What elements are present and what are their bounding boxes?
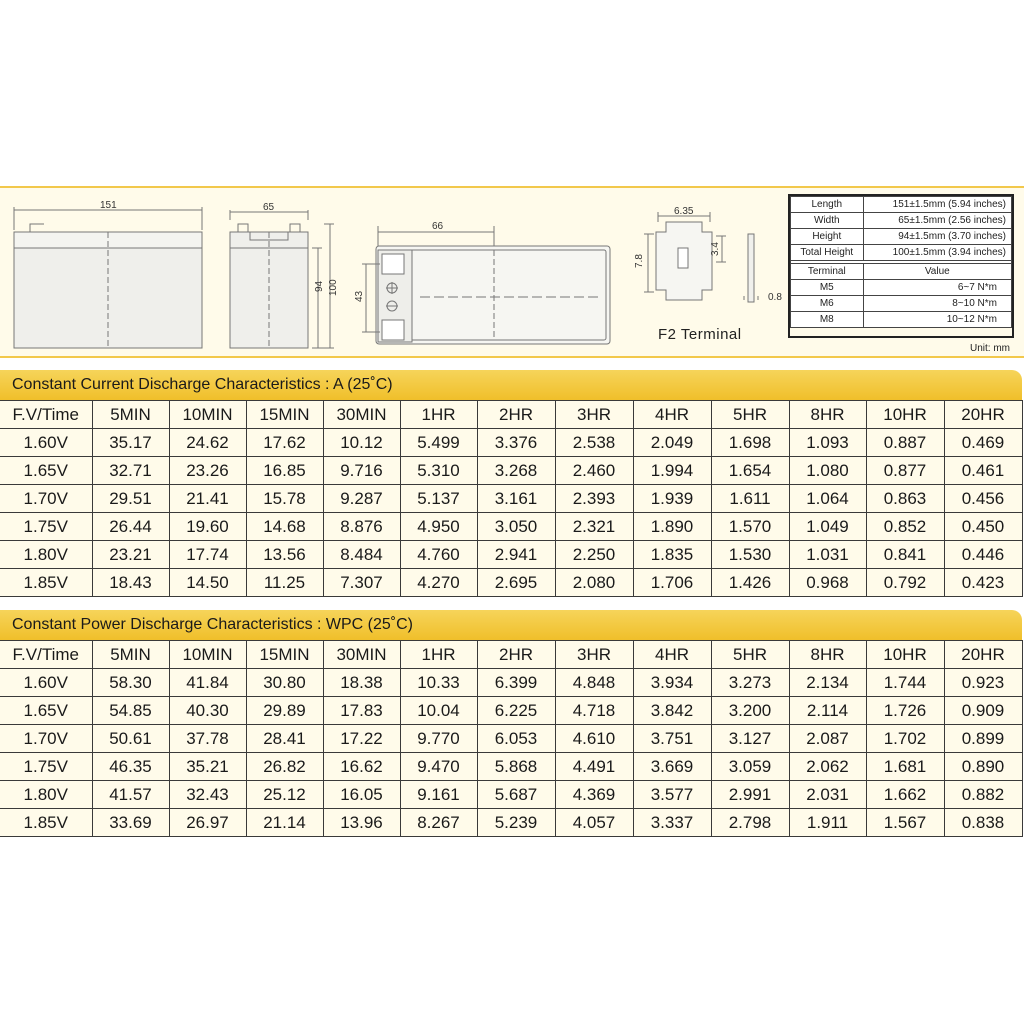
value-cell: 1.093 [789, 429, 866, 457]
value-cell: 2.538 [555, 429, 633, 457]
value-cell: 6.225 [477, 697, 555, 725]
final-voltage-cell: 1.85V [0, 569, 92, 597]
column-header: 3HR [555, 641, 633, 669]
column-header: 10HR [866, 401, 944, 429]
value-cell: 1.570 [711, 513, 789, 541]
value-cell: 0.909 [944, 697, 1022, 725]
spec-row-total-height [791, 245, 1012, 261]
final-voltage-cell: 1.60V [0, 669, 92, 697]
value-cell: 0.838 [944, 809, 1022, 837]
spec-row-length [791, 197, 1012, 213]
column-header: 5MIN [92, 401, 169, 429]
value-cell: 2.134 [789, 669, 866, 697]
value-cell: 2.393 [555, 485, 633, 513]
value-cell: 16.62 [323, 753, 400, 781]
value-cell: 2.695 [477, 569, 555, 597]
spec-row-height [791, 229, 1012, 245]
table-row [0, 569, 1022, 597]
dim-length: 151 [100, 200, 117, 211]
value-cell: 0.968 [789, 569, 866, 597]
value-cell: 10.04 [400, 697, 477, 725]
value-cell: 10.33 [400, 669, 477, 697]
value-cell: 5.687 [477, 781, 555, 809]
dim-height-total: 100 [328, 279, 339, 296]
value-cell: 33.69 [92, 809, 169, 837]
power-section-title: Constant Power Discharge Characteristics : WPC (25˚C) [12, 616, 414, 633]
current-discharge-table [0, 400, 1023, 597]
table-row [0, 809, 1022, 837]
final-voltage-cell: 1.75V [0, 753, 92, 781]
value-cell: 1.064 [789, 485, 866, 513]
value-cell: 0.461 [944, 457, 1022, 485]
value-cell: 4.270 [400, 569, 477, 597]
value-cell: 0.852 [866, 513, 944, 541]
value-cell: 3.059 [711, 753, 789, 781]
dim-top-length: 66 [432, 221, 444, 232]
value-cell: 26.82 [246, 753, 323, 781]
value-cell: 8.876 [323, 513, 400, 541]
final-voltage-cell: 1.80V [0, 541, 92, 569]
value-cell: 3.842 [633, 697, 711, 725]
column-header: 5HR [711, 401, 789, 429]
value-cell: 2.991 [711, 781, 789, 809]
value-cell: 35.17 [92, 429, 169, 457]
value-cell: 37.78 [169, 725, 246, 753]
column-header: 3HR [555, 401, 633, 429]
value-cell: 28.41 [246, 725, 323, 753]
value-cell: 16.05 [323, 781, 400, 809]
value-cell: 0.863 [866, 485, 944, 513]
column-header: 8HR [789, 401, 866, 429]
value-cell: 1.611 [711, 485, 789, 513]
value-cell: 16.85 [246, 457, 323, 485]
value-cell: 14.68 [246, 513, 323, 541]
value-cell: 32.43 [169, 781, 246, 809]
value-cell: 3.273 [711, 669, 789, 697]
column-header: 4HR [633, 401, 711, 429]
row-header-label: F.V/Time [0, 401, 92, 429]
value-cell: 0.923 [944, 669, 1022, 697]
value-cell: 21.41 [169, 485, 246, 513]
current-section-header [0, 370, 1022, 400]
value-cell: 1.939 [633, 485, 711, 513]
dim-terminal-thickness: 0.8 [768, 292, 782, 303]
value-cell: 11.25 [246, 569, 323, 597]
column-header: 10MIN [169, 641, 246, 669]
value-cell: 35.21 [169, 753, 246, 781]
value-cell: 54.85 [92, 697, 169, 725]
value-cell: 3.337 [633, 809, 711, 837]
value-cell: 2.250 [555, 541, 633, 569]
value-cell: 0.841 [866, 541, 944, 569]
table-row [0, 753, 1022, 781]
value-cell: 3.577 [633, 781, 711, 809]
value-cell: 14.50 [169, 569, 246, 597]
value-cell: 2.031 [789, 781, 866, 809]
value-cell: 1.890 [633, 513, 711, 541]
column-header: 2HR [477, 401, 555, 429]
value-cell: 21.14 [246, 809, 323, 837]
value-cell: 5.310 [400, 457, 477, 485]
torque-label: M8 [791, 312, 864, 328]
value-cell: 1.080 [789, 457, 866, 485]
value-cell: 1.530 [711, 541, 789, 569]
value-cell: 0.899 [944, 725, 1022, 753]
torque-value: 8~10 N*m [863, 296, 1011, 312]
value-cell: 13.96 [323, 809, 400, 837]
value-cell: 1.031 [789, 541, 866, 569]
value-cell: 24.62 [169, 429, 246, 457]
value-cell: 1.654 [711, 457, 789, 485]
column-header: 20HR [944, 641, 1022, 669]
value-cell: 1.698 [711, 429, 789, 457]
value-cell: 4.057 [555, 809, 633, 837]
final-voltage-cell: 1.65V [0, 697, 92, 725]
spec-label: Length [791, 197, 864, 213]
value-cell: 58.30 [92, 669, 169, 697]
value-cell: 4.610 [555, 725, 633, 753]
front-view-drawing [14, 207, 202, 348]
value-cell: 41.84 [169, 669, 246, 697]
value-cell: 1.702 [866, 725, 944, 753]
column-header: 15MIN [246, 401, 323, 429]
value-cell: 1.744 [866, 669, 944, 697]
value-cell: 9.770 [400, 725, 477, 753]
table-row [0, 485, 1022, 513]
value-cell: 5.499 [400, 429, 477, 457]
table-row [0, 781, 1022, 809]
table-row [0, 725, 1022, 753]
value-cell: 19.60 [169, 513, 246, 541]
value-cell: 5.868 [477, 753, 555, 781]
torque-row-m6 [791, 296, 1012, 312]
value-cell: 0.446 [944, 541, 1022, 569]
value-cell: 23.21 [92, 541, 169, 569]
value-cell: 2.049 [633, 429, 711, 457]
spec-label: Width [791, 213, 864, 229]
column-header: 30MIN [323, 641, 400, 669]
column-header: 2HR [477, 641, 555, 669]
value-cell: 1.049 [789, 513, 866, 541]
value-cell: 1.567 [866, 809, 944, 837]
table-row [0, 697, 1022, 725]
final-voltage-cell: 1.80V [0, 781, 92, 809]
power-section-header [0, 610, 1022, 640]
final-voltage-cell: 1.75V [0, 513, 92, 541]
value-cell: 23.26 [169, 457, 246, 485]
spec-label: Height [791, 229, 864, 245]
value-cell: 6.399 [477, 669, 555, 697]
value-cell: 3.161 [477, 485, 555, 513]
value-cell: 1.662 [866, 781, 944, 809]
spec-label: Total Height [791, 245, 864, 261]
torque-header-label: Terminal [791, 264, 864, 280]
value-cell: 1.911 [789, 809, 866, 837]
value-cell: 0.887 [866, 429, 944, 457]
value-cell: 4.848 [555, 669, 633, 697]
value-cell: 2.087 [789, 725, 866, 753]
current-section-title: Constant Current Discharge Characteristics : A (25˚C) [12, 376, 393, 393]
value-cell: 2.080 [555, 569, 633, 597]
value-cell: 32.71 [92, 457, 169, 485]
value-cell: 4.950 [400, 513, 477, 541]
value-cell: 9.287 [323, 485, 400, 513]
value-cell: 18.38 [323, 669, 400, 697]
value-cell: 30.80 [246, 669, 323, 697]
column-header: 1HR [400, 401, 477, 429]
value-cell: 2.321 [555, 513, 633, 541]
torque-header-value: Value [863, 264, 1011, 280]
torque-label: M6 [791, 296, 864, 312]
table-row [0, 513, 1022, 541]
value-cell: 2.114 [789, 697, 866, 725]
value-cell: 3.127 [711, 725, 789, 753]
value-cell: 3.669 [633, 753, 711, 781]
value-cell: 7.307 [323, 569, 400, 597]
side-view-drawing [230, 210, 334, 348]
value-cell: 4.760 [400, 541, 477, 569]
value-cell: 0.882 [944, 781, 1022, 809]
value-cell: 9.161 [400, 781, 477, 809]
value-cell: 17.62 [246, 429, 323, 457]
value-cell: 26.44 [92, 513, 169, 541]
value-cell: 8.484 [323, 541, 400, 569]
torque-row-m5 [791, 280, 1012, 296]
value-cell: 1.835 [633, 541, 711, 569]
value-cell: 3.376 [477, 429, 555, 457]
value-cell: 3.751 [633, 725, 711, 753]
dim-terminal-hole: 3.4 [710, 242, 721, 256]
dim-terminal-height: 7.8 [634, 254, 645, 268]
header-row [0, 641, 1022, 669]
value-cell: 13.56 [246, 541, 323, 569]
value-cell: 26.97 [169, 809, 246, 837]
value-cell: 18.43 [92, 569, 169, 597]
row-header-label: F.V/Time [0, 641, 92, 669]
value-cell: 0.890 [944, 753, 1022, 781]
value-cell: 50.61 [92, 725, 169, 753]
dim-height-inner: 94 [314, 280, 325, 292]
column-header: 10HR [866, 641, 944, 669]
spec-value: 151±1.5mm (5.94 inches) [863, 197, 1011, 213]
torque-value: 10~12 N*m [863, 312, 1011, 328]
value-cell: 25.12 [246, 781, 323, 809]
value-cell: 9.470 [400, 753, 477, 781]
dim-top-width: 43 [354, 290, 365, 302]
table-row [0, 429, 1022, 457]
value-cell: 4.491 [555, 753, 633, 781]
value-cell: 29.51 [92, 485, 169, 513]
value-cell: 46.35 [92, 753, 169, 781]
value-cell: 1.426 [711, 569, 789, 597]
torque-value: 6~7 N*m [863, 280, 1011, 296]
value-cell: 15.78 [246, 485, 323, 513]
spec-table [790, 196, 1012, 328]
torque-label: M5 [791, 280, 864, 296]
column-header: 1HR [400, 641, 477, 669]
column-header: 20HR [944, 401, 1022, 429]
column-header: 10MIN [169, 401, 246, 429]
final-voltage-cell: 1.85V [0, 809, 92, 837]
dim-terminal-width: 6.35 [674, 206, 694, 217]
value-cell: 4.718 [555, 697, 633, 725]
column-header: 15MIN [246, 641, 323, 669]
column-header: 5HR [711, 641, 789, 669]
value-cell: 2.941 [477, 541, 555, 569]
value-cell: 5.137 [400, 485, 477, 513]
value-cell: 6.053 [477, 725, 555, 753]
value-cell: 0.423 [944, 569, 1022, 597]
spec-value: 100±1.5mm (3.94 inches) [863, 245, 1011, 261]
column-header: 30MIN [323, 401, 400, 429]
table-row [0, 541, 1022, 569]
spec-value: 65±1.5mm (2.56 inches) [863, 213, 1011, 229]
value-cell: 0.450 [944, 513, 1022, 541]
unit-note: Unit: mm [970, 343, 1010, 354]
value-cell: 1.994 [633, 457, 711, 485]
terminal-drawing [644, 212, 758, 302]
value-cell: 0.792 [866, 569, 944, 597]
value-cell: 17.22 [323, 725, 400, 753]
value-cell: 0.456 [944, 485, 1022, 513]
final-voltage-cell: 1.70V [0, 725, 92, 753]
power-discharge-table [0, 640, 1023, 837]
value-cell: 3.200 [711, 697, 789, 725]
final-voltage-cell: 1.70V [0, 485, 92, 513]
header-row [0, 401, 1022, 429]
value-cell: 1.726 [866, 697, 944, 725]
table-row [0, 457, 1022, 485]
value-cell: 0.469 [944, 429, 1022, 457]
value-cell: 17.83 [323, 697, 400, 725]
spec-value: 94±1.5mm (3.70 inches) [863, 229, 1011, 245]
value-cell: 8.267 [400, 809, 477, 837]
value-cell: 9.716 [323, 457, 400, 485]
table-row [0, 669, 1022, 697]
value-cell: 40.30 [169, 697, 246, 725]
value-cell: 4.369 [555, 781, 633, 809]
top-view-drawing [362, 226, 610, 344]
value-cell: 2.062 [789, 753, 866, 781]
torque-row-m8 [791, 312, 1012, 328]
value-cell: 5.239 [477, 809, 555, 837]
value-cell: 3.050 [477, 513, 555, 541]
dim-width: 65 [263, 202, 275, 213]
value-cell: 0.877 [866, 457, 944, 485]
final-voltage-cell: 1.65V [0, 457, 92, 485]
value-cell: 29.89 [246, 697, 323, 725]
column-header: 5MIN [92, 641, 169, 669]
spec-row-width [791, 213, 1012, 229]
value-cell: 41.57 [92, 781, 169, 809]
final-voltage-cell: 1.60V [0, 429, 92, 457]
column-header: 4HR [633, 641, 711, 669]
torque-header-row [791, 264, 1012, 280]
column-header: 8HR [789, 641, 866, 669]
value-cell: 10.12 [323, 429, 400, 457]
value-cell: 2.460 [555, 457, 633, 485]
terminal-label: F2 Terminal [658, 326, 742, 343]
value-cell: 1.681 [866, 753, 944, 781]
value-cell: 3.934 [633, 669, 711, 697]
value-cell: 17.74 [169, 541, 246, 569]
value-cell: 2.798 [711, 809, 789, 837]
value-cell: 3.268 [477, 457, 555, 485]
value-cell: 1.706 [633, 569, 711, 597]
